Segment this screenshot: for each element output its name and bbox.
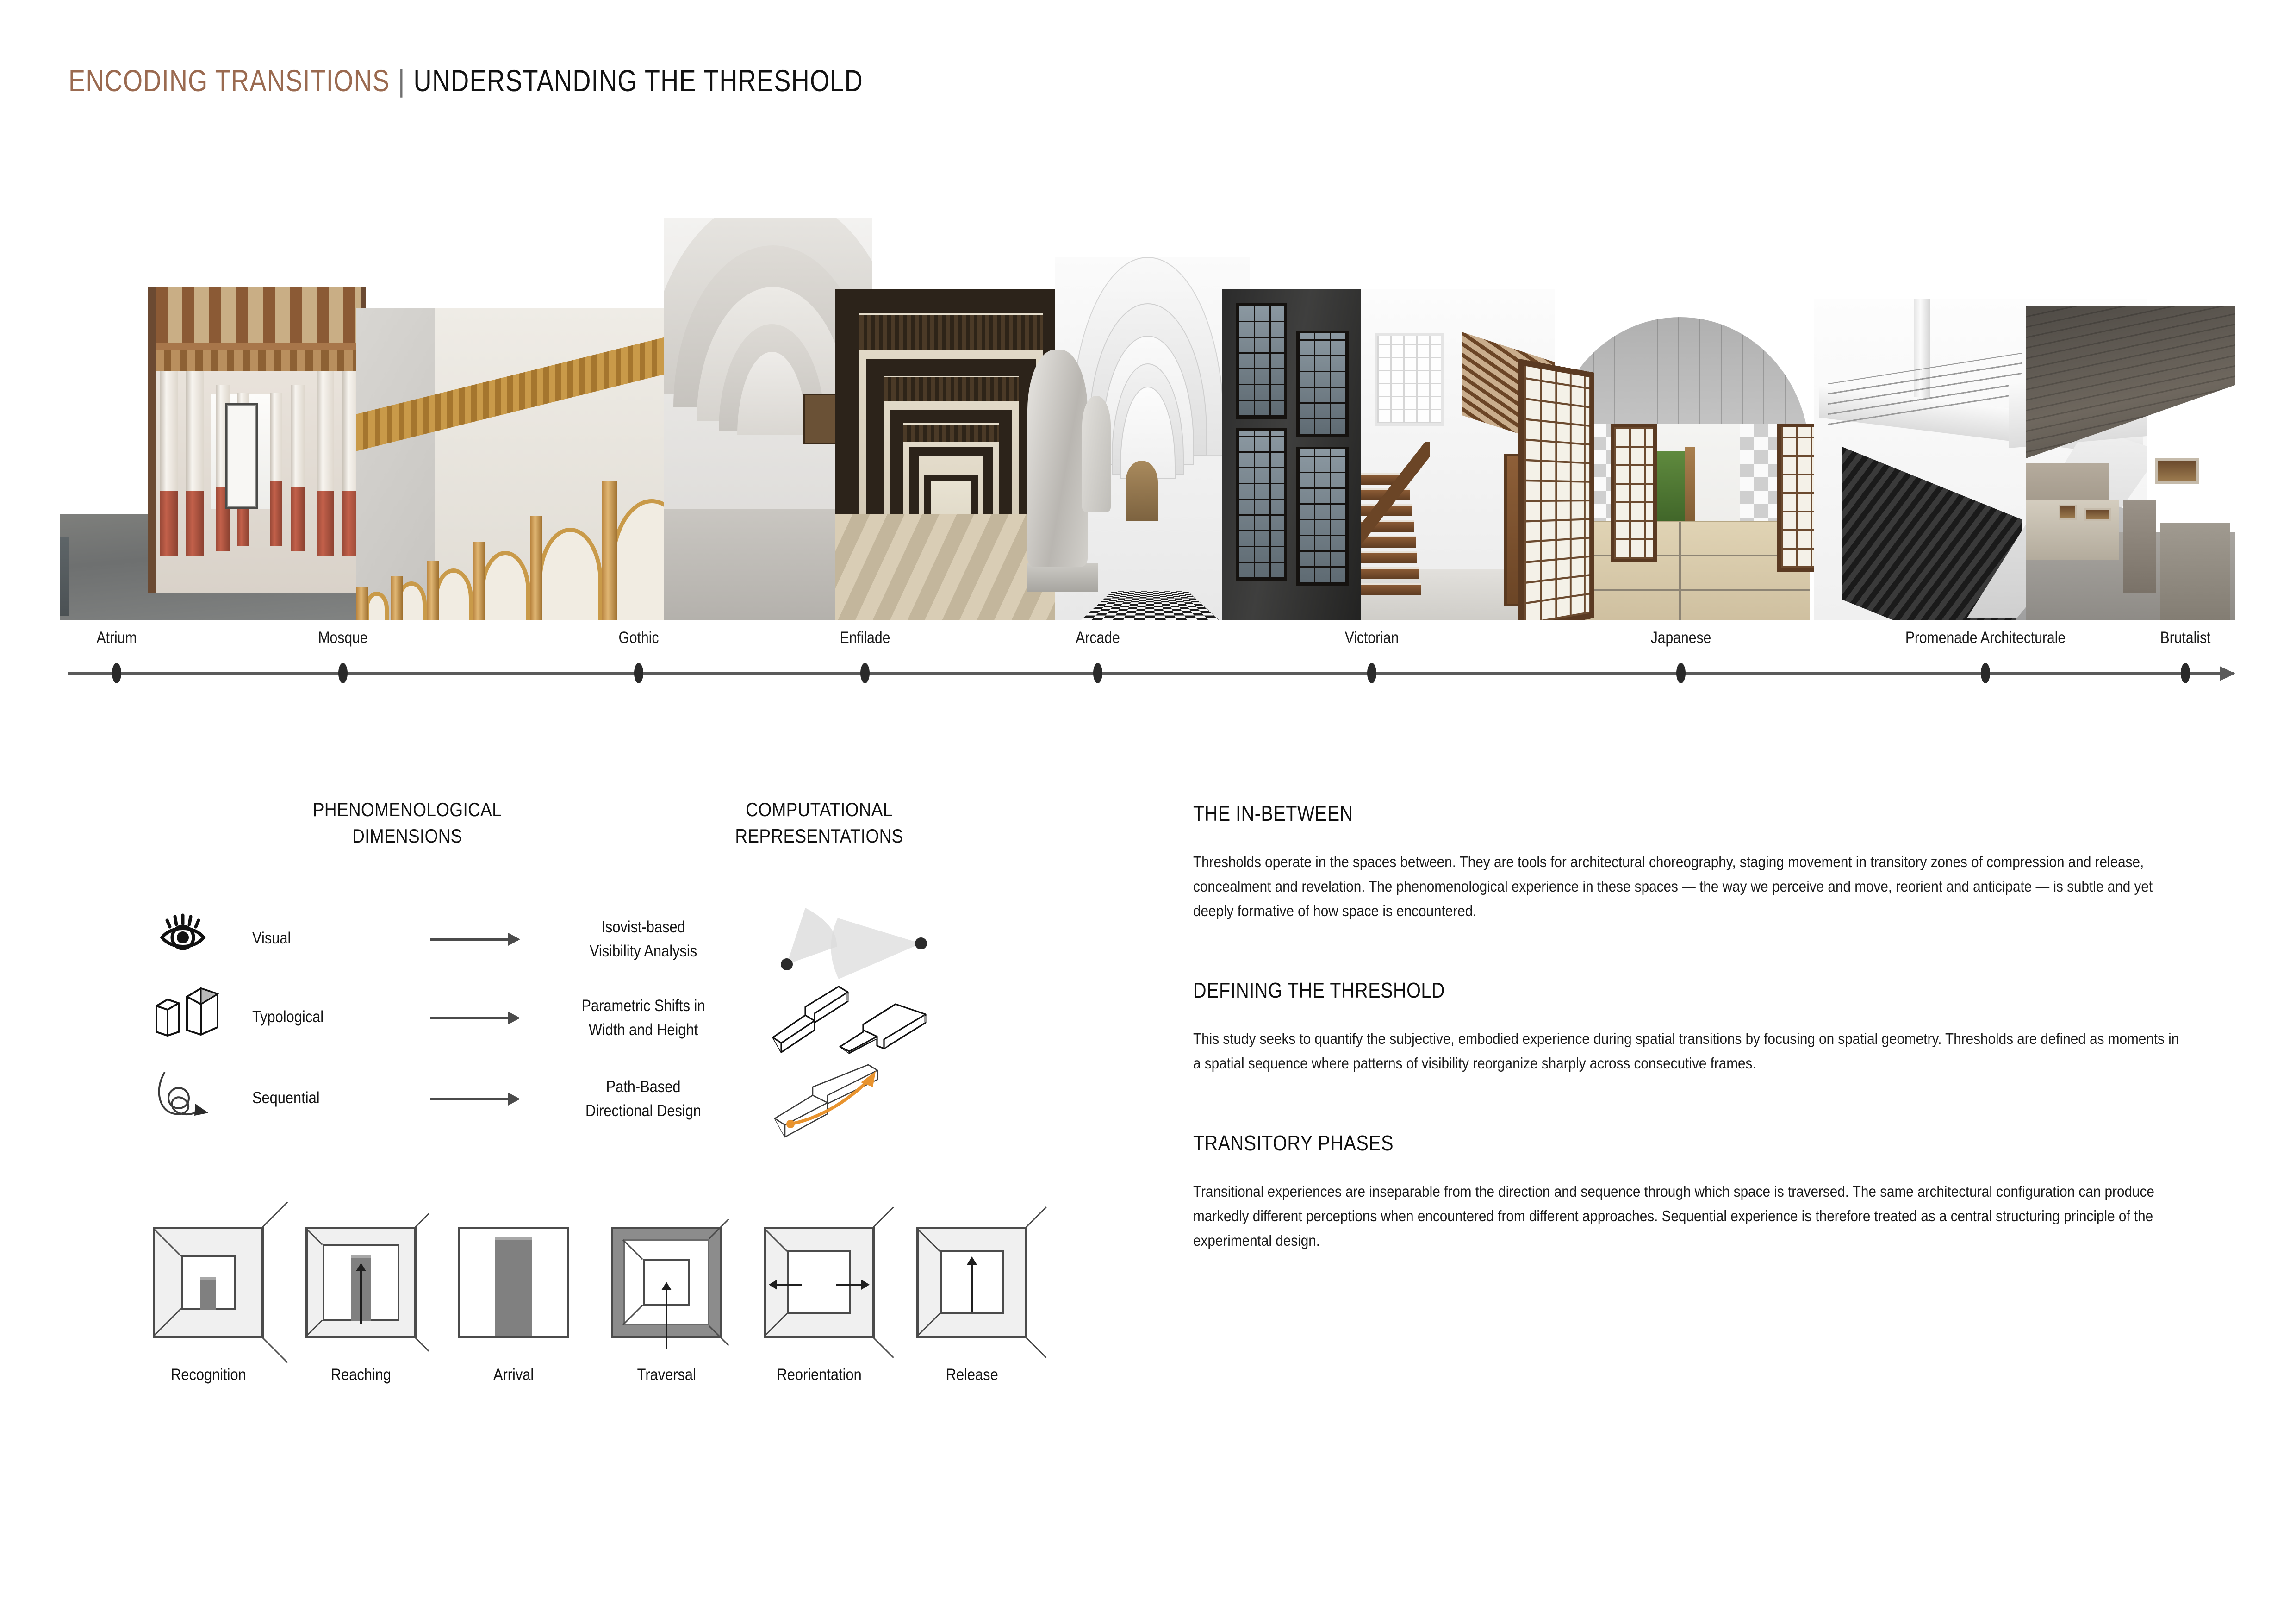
- timeline-dot-mosque: [338, 663, 348, 683]
- computational-representations-heading: COMPUTATIONAL REPRESENTATIONS: [735, 799, 903, 847]
- representation-label-visual: Isovist-based Visibility Analysis: [589, 918, 697, 960]
- phase-caption-arrival: Arrival: [493, 1366, 534, 1384]
- timeline-label-enfilade: Enfilade: [840, 629, 890, 647]
- phase-diagram-reaching: [305, 1227, 417, 1338]
- mapping-row-visual: [153, 905, 963, 984]
- phase-diagram-arrival: [458, 1227, 569, 1338]
- timeline-labels: [60, 629, 2235, 656]
- path-corridor-glyph: [768, 1059, 940, 1152]
- phase-caption-reorientation: Reorientation: [777, 1366, 862, 1384]
- representation-label-typological: Parametric Shifts in Width and Height: [581, 997, 705, 1039]
- title-divider: |: [398, 63, 405, 98]
- phase-diagram-reorientation: [764, 1227, 875, 1338]
- mapping-arrow-icon-sequential: [430, 1098, 518, 1100]
- title-main: UNDERSTANDING THE THRESHOLD: [413, 63, 863, 98]
- section-heading-the-in-between: THE IN-BETWEEN: [1193, 801, 1353, 825]
- curved-arrow-icon: [153, 1065, 241, 1139]
- phase-caption-reaching: Reaching: [330, 1366, 392, 1384]
- two-boxes-icon: [153, 984, 241, 1058]
- section-body-the-in-between: Thresholds operate in the spaces between. They are tools for architectural choreography, staging movement in transitory zones of compression and release, concealment and revelation. The phenomenological experience in these spaces — the way we perceive and move, reorient and anticipate — is subtle and yet deeply formative of how space is encountered.: [1193, 853, 2153, 919]
- mosque-photo: [356, 308, 708, 620]
- dimension-label-sequential: Sequential: [252, 1089, 320, 1107]
- phase-reorientation: [764, 1227, 875, 1384]
- timeline-label-promenade: Promenade Architecturale: [1905, 629, 2066, 647]
- timeline-label-victorian: Victorian: [1344, 629, 1399, 647]
- transitory-phase-diagrams: [153, 1227, 1041, 1421]
- timeline-dot-atrium: [112, 663, 121, 683]
- section-heading-defining-the-threshold: DEFINING THE THRESHOLD: [1193, 978, 1445, 1003]
- eye-icon: [153, 905, 241, 979]
- brutalist-photo: [2026, 306, 2235, 620]
- timeline-label-japanese: Japanese: [1650, 629, 1711, 647]
- text-column: [1193, 801, 2184, 1307]
- timeline-dot-victorian: [1367, 663, 1376, 683]
- timeline-dot-brutalist: [2181, 663, 2190, 683]
- phase-diagram-release: [916, 1227, 1027, 1338]
- section-the-in-between: [1193, 801, 2184, 923]
- mapping-row-sequential: [153, 1065, 963, 1143]
- atrium-photo: [60, 287, 366, 620]
- japanese-photo: [1518, 317, 1860, 620]
- phase-recognition: [153, 1227, 264, 1384]
- timeline-markers: [60, 663, 2235, 684]
- section-body-transitory-phases: Transitional experiences are inseparable from the direction and sequence through which space is traversed. The same architectural configuration can produce markedly different perceptions when encountered from different approaches. Sequential experience is therefore treated as a central structuring principle of the experimental design.: [1193, 1182, 2154, 1249]
- phase-caption-recognition: Recognition: [170, 1366, 246, 1384]
- mapping-arrow-icon-visual: [430, 938, 518, 941]
- timeline-dot-enfilade: [860, 663, 870, 683]
- mapping-arrow-icon-typological: [430, 1017, 518, 1019]
- phase-reaching: [305, 1227, 417, 1384]
- phenomenological-dimensions-heading: PHENOMENOLOGICAL DIMENSIONS: [312, 799, 502, 847]
- timeline-label-gothic: Gothic: [618, 629, 659, 647]
- timeline-dot-japanese: [1676, 663, 1686, 683]
- victorian-photo: [1222, 289, 1555, 620]
- phase-diagram-traversal: [611, 1227, 722, 1338]
- timeline-label-mosque: Mosque: [318, 629, 368, 647]
- dimension-label-visual: Visual: [252, 929, 291, 947]
- timeline-label-atrium: Atrium: [96, 629, 137, 647]
- dimension-label-typological: Typological: [252, 1008, 324, 1026]
- section-body-defining-the-threshold: This study seeks to quantify the subjective, embodied experience during spatial transitions by focusing on spatial geometry. Thresholds are defined as moments in a spatial sequence where patterns of visibility reorganize sharply across consecutive frames.: [1193, 1030, 2179, 1072]
- phase-arrival: [458, 1227, 569, 1384]
- phase-caption-release: Release: [946, 1366, 998, 1384]
- phase-release: [916, 1227, 1027, 1384]
- mapping-row-typological: [153, 984, 963, 1062]
- timeline-label-brutalist: Brutalist: [2160, 629, 2211, 647]
- phase-diagram-recognition: [153, 1227, 264, 1338]
- timeline-dot-arcade: [1093, 663, 1102, 683]
- phase-caption-traversal: Traversal: [637, 1366, 696, 1384]
- timeline-dot-gothic: [634, 663, 643, 683]
- timeline-label-arcade: Arcade: [1076, 629, 1120, 647]
- timeline-dot-promenade: [1981, 663, 1990, 683]
- title-accent: ENCODING TRANSITIONS: [68, 63, 390, 98]
- representation-label-sequential: Path-Based Directional Design: [585, 1078, 701, 1120]
- typology-image-strip: [60, 218, 2235, 620]
- section-heading-transitory-phases: TRANSITORY PHASES: [1193, 1131, 1394, 1155]
- section-transitory-phases: [1193, 1131, 2184, 1253]
- page-title: [68, 63, 863, 98]
- axonometric-slabs-glyph: [768, 978, 940, 1071]
- phase-traversal: [611, 1227, 722, 1384]
- section-defining-the-threshold: [1193, 978, 2184, 1076]
